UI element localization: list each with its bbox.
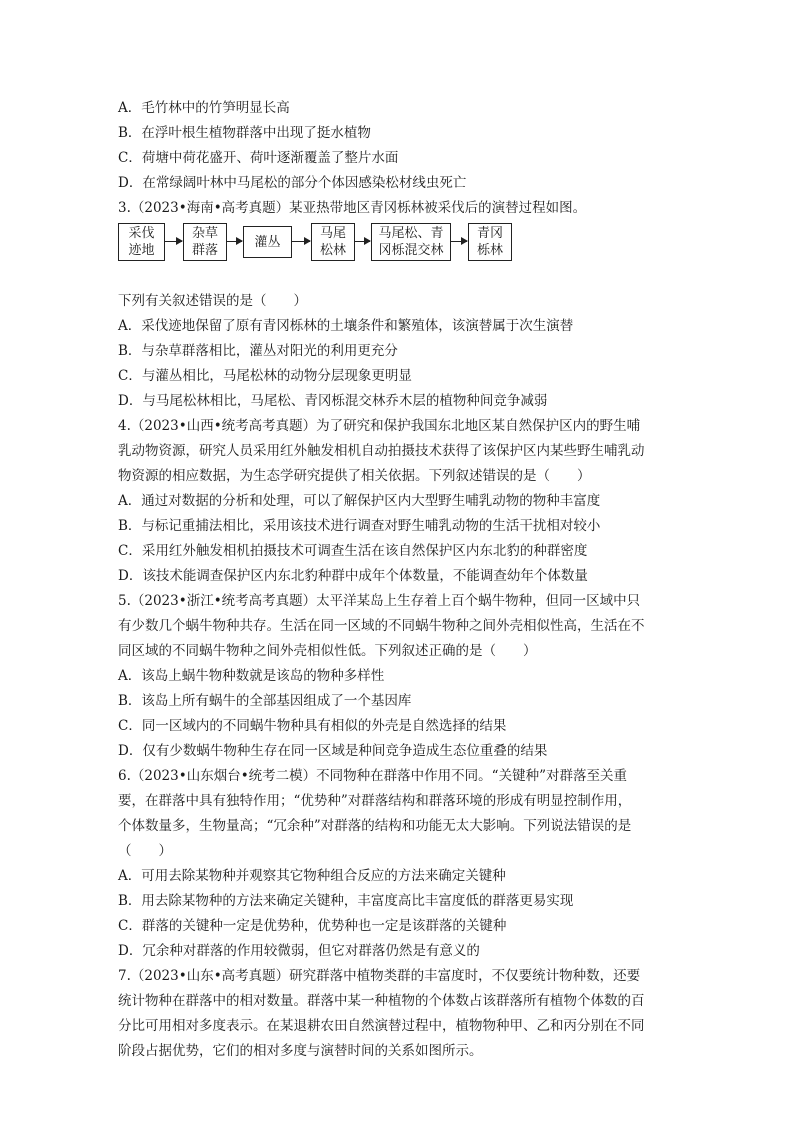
flow-box-text: 青冈 bbox=[476, 226, 503, 241]
q5-option-d: D．仅有少数蜗牛物种生存在同一区域是种间竞争造成生态位重叠的结果 bbox=[118, 743, 548, 759]
q3-question: 下列有关叙述错误的是（ ） bbox=[118, 293, 307, 309]
flow-box-text: 群落 bbox=[191, 243, 218, 258]
flow-box-text: 马尾 bbox=[319, 226, 346, 241]
q7-stem-line: 统计物种在群落中的相对数量。群落中某一种植物的个体数占该群落所有植物个体数的百 bbox=[118, 993, 645, 1009]
q5-stem-line: 有少数几个蜗牛物种共存。生活在同一区域的不同蜗牛物种之间外壳相似性高，生活在不 bbox=[118, 618, 645, 634]
q3-option-c: C．与灌丛相比，马尾松林的动物分层现象更明显 bbox=[118, 368, 412, 384]
q7-stem-line: 阶段占据优势，它们的相对多度与演替时间的关系如图所示。 bbox=[118, 1043, 483, 1059]
flow-box-text: 迹地 bbox=[128, 243, 155, 258]
q6-option-a: A．可用去除某物种并观察其它物种组合反应的方法来确定关键种 bbox=[118, 868, 506, 884]
flow-box-oak-forest bbox=[468, 223, 512, 261]
q6-stem-line: （ ） bbox=[118, 843, 172, 859]
flow-box-mixed-forest bbox=[371, 223, 451, 261]
q4-option-b: B．与标记重捕法相比，采用该技术进行调查对野生哺乳动物的生活干扰相对较小 bbox=[118, 518, 601, 534]
q2-option-c: C．荷塘中荷花盛开、荷叶逐渐覆盖了整片水面 bbox=[118, 150, 399, 166]
flow-box-text: 杂草 bbox=[191, 226, 218, 241]
q6-stem-line: 要，在群落中具有独特作用；“优势种”对群落结构和群落环境的形成有明显控制作用， bbox=[118, 793, 632, 809]
q7-stem-line: 7.（2023•山东•高考真题）研究群落中植物类群的丰富度时，不仅要统计物种数，还要 bbox=[118, 968, 641, 984]
flow-box-shrub bbox=[243, 226, 292, 258]
q5-option-b: B．该岛上所有蜗牛的全部基因组成了一个基因库 bbox=[118, 693, 412, 709]
q5-stem-line: 同区域的不同蜗牛物种之间外壳相似性低。下列叙述正确的是（ ） bbox=[118, 643, 537, 659]
q4-stem-line: 乳动物资源，研究人员采用红外触发相机自动拍摄技术获得了该保护区内某些野生哺乳动 bbox=[118, 443, 645, 459]
flow-box-text: 松林 bbox=[319, 243, 346, 258]
q4-option-c: C．采用红外触发相机拍摄技术可调查生活在该自然保护区内东北豹的种群密度 bbox=[118, 543, 588, 559]
q7-stem-line: 分比可用相对多度表示。在某退耕农田自然演替过程中，植物物种甲、乙和丙分别在不同 bbox=[118, 1018, 645, 1034]
q4-stem-line: 4.（2023•山西•统考高考真题）为了研究和保护我国东北地区某自然保护区内的野生哺 bbox=[118, 418, 641, 434]
flow-arrow bbox=[165, 241, 182, 242]
q2-option-a: A．毛竹林中的竹笋明显长高 bbox=[118, 100, 290, 116]
flow-arrow bbox=[451, 241, 467, 242]
flow-arrow bbox=[292, 241, 310, 242]
flow-arrow bbox=[227, 241, 242, 242]
q4-option-d: D．该技术能调查保护区内东北豹种群中成年个体数量，不能调查幼年个体数量 bbox=[118, 568, 588, 584]
question-6 bbox=[118, 764, 698, 964]
q3-option-b: B．与杂草群落相比，灌丛对阳光的利用更充分 bbox=[118, 343, 398, 359]
succession-flow-diagram bbox=[118, 223, 698, 281]
flow-box-text: 栎林 bbox=[476, 243, 503, 258]
q6-stem-line: 6.（2023•山东烟台•统考二模）不同物种在群落中作用不同。“关键种”对群落至关重 bbox=[118, 768, 627, 784]
flow-box-text: 采伐 bbox=[128, 226, 155, 241]
q6-stem-line: 个体数量多，生物量高；“冗余种”对群落的结构和功能无太大影响。下列说法错误的是 bbox=[118, 818, 632, 834]
q5-option-a: A．该岛上蜗牛物种数就是该岛的物种多样性 bbox=[118, 668, 385, 684]
flow-box-text: 灌丛 bbox=[254, 234, 281, 250]
q6-option-b: B．用去除某物种的方法来确定关键种，丰富度高比丰富度低的群落更易实现 bbox=[118, 893, 574, 909]
exam-page bbox=[118, 96, 698, 1064]
q2-options bbox=[118, 96, 698, 196]
flow-box-text: 马尾松、青 bbox=[378, 226, 444, 241]
flow-box-text: 冈栎混交林 bbox=[378, 243, 444, 258]
flow-box-weed-community bbox=[183, 223, 227, 261]
q6-option-d: D．冗余种对群落的作用较微弱，但它对群落仍然是有意义的 bbox=[118, 943, 480, 959]
question-7 bbox=[118, 964, 698, 1064]
q3-option-d: D．与马尾松林相比，马尾松、青冈栎混交林乔木层的植物种间竞争减弱 bbox=[118, 393, 548, 409]
flow-arrow bbox=[355, 241, 370, 242]
q4-option-a: A．通过对数据的分析和处理，可以了解保护区内大型野生哺乳动物的物种丰富度 bbox=[118, 493, 601, 509]
flow-box-logged-land bbox=[118, 223, 165, 261]
q3-stem: 3.（2023•海南•高考真题）某亚热带地区青冈栎林被采伐后的演替过程如图。 bbox=[118, 200, 587, 216]
q6-option-c: C．群落的关键种一定是优势种，优势种也一定是该群落的关键种 bbox=[118, 918, 507, 934]
flow-box-masson-pine-forest bbox=[311, 223, 355, 261]
question-3 bbox=[118, 196, 698, 414]
q2-option-b: B．在浮叶根生植物群落中出现了挺水植物 bbox=[118, 125, 371, 141]
question-5 bbox=[118, 589, 698, 764]
q4-stem-line: 物资源的相应数据，为生态学研究提供了相关依据。下列叙述错误的是（ ） bbox=[118, 468, 591, 484]
q5-option-c: C．同一区域内的不同蜗牛物种具有相似的外壳是自然选择的结果 bbox=[118, 718, 507, 734]
q2-option-d: D．在常绿阔叶林中马尾松的部分个体因感染松材线虫死亡 bbox=[118, 175, 467, 191]
question-4 bbox=[118, 414, 698, 589]
q5-stem-line: 5.（2023•浙江•统考高考真题）太平洋某岛上生存着上百个蜗牛物种，但同一区域中只 bbox=[118, 593, 641, 609]
q3-option-a: A．采伐迹地保留了原有青冈栎林的土壤条件和繁殖体，该演替属于次生演替 bbox=[118, 318, 574, 334]
